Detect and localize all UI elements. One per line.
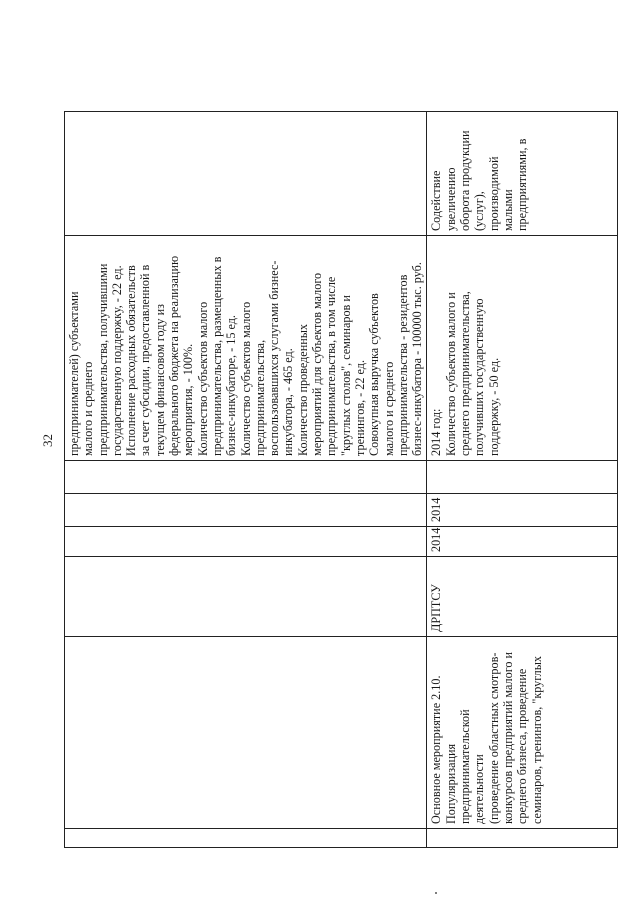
cell-measure-empty — [65, 637, 427, 829]
effect-text: Содействие увеличению оборота продукции (услуг), производимой малыми предприятиями, в — [429, 130, 530, 231]
cell-result — [427, 236, 618, 461]
cell-number-empty — [427, 829, 618, 848]
table-row-continuation — [65, 112, 427, 848]
cell-end-empty — [65, 494, 427, 527]
rotated-page — [64, 112, 596, 848]
cell-extra-empty — [65, 461, 427, 494]
cell-effect — [427, 112, 618, 236]
executor-text: ДРПТСУ — [429, 584, 444, 632]
cell-effect-empty — [65, 112, 427, 236]
indicators-text: предпринимателей) субъектами малого и среднего предпринимательства, получившими государственную поддержку, - 22 ед. Исполнение расходных обязательств за счет субсидии, предоставленной в текущем финансовом году из федерального бюджета на реализацию мероприятия, - 100%. Количество субъектов малого предпринимательства, размещенных в бизнес-инкубаторе, - 15 ед. Количество субъектов малого предпринимательства, воспользовавшихся услугами бизнес- инкубатора, - 465 ед. Количество проведенных мероприятий для субъектов малого предпринимательства, в том числе "круглых столов", семинаров и тренингов, - 22 ед. Совокупная выручка субъектов малого и среднего предпринимательства - резидентов бизнес-инкубатора - 100000 тыс. руб. — [67, 255, 425, 456]
start-year-text: 2014 — [429, 527, 444, 552]
cell-extra-empty — [427, 461, 618, 494]
end-year-text: 2014 — [429, 497, 444, 522]
cell-number-empty — [65, 829, 427, 848]
table-row-measure — [427, 112, 618, 848]
scan-speck — [435, 892, 437, 894]
page-number: 32 — [40, 434, 55, 447]
cell-start-empty — [65, 527, 427, 557]
cell-start-year — [427, 527, 618, 557]
cell-executor — [427, 557, 618, 637]
measure-text: Основное мероприятие 2.10. Популяризация предпринимательской деятельности (проведение областных смотров- конкурсов предприятий малого и среднего бизнеса, проведение семинаров, тренингов, "круглых — [429, 651, 544, 824]
cell-measure — [427, 637, 618, 829]
cell-executor-empty — [65, 557, 427, 637]
cell-end-year — [427, 494, 618, 527]
result-text: 2014 год: Количество субъектов малого и среднего предпринимательства, получивших государственную поддержку, - 50 ед. — [429, 291, 501, 456]
cell-indicators — [65, 236, 427, 461]
program-measures-table — [64, 111, 618, 848]
